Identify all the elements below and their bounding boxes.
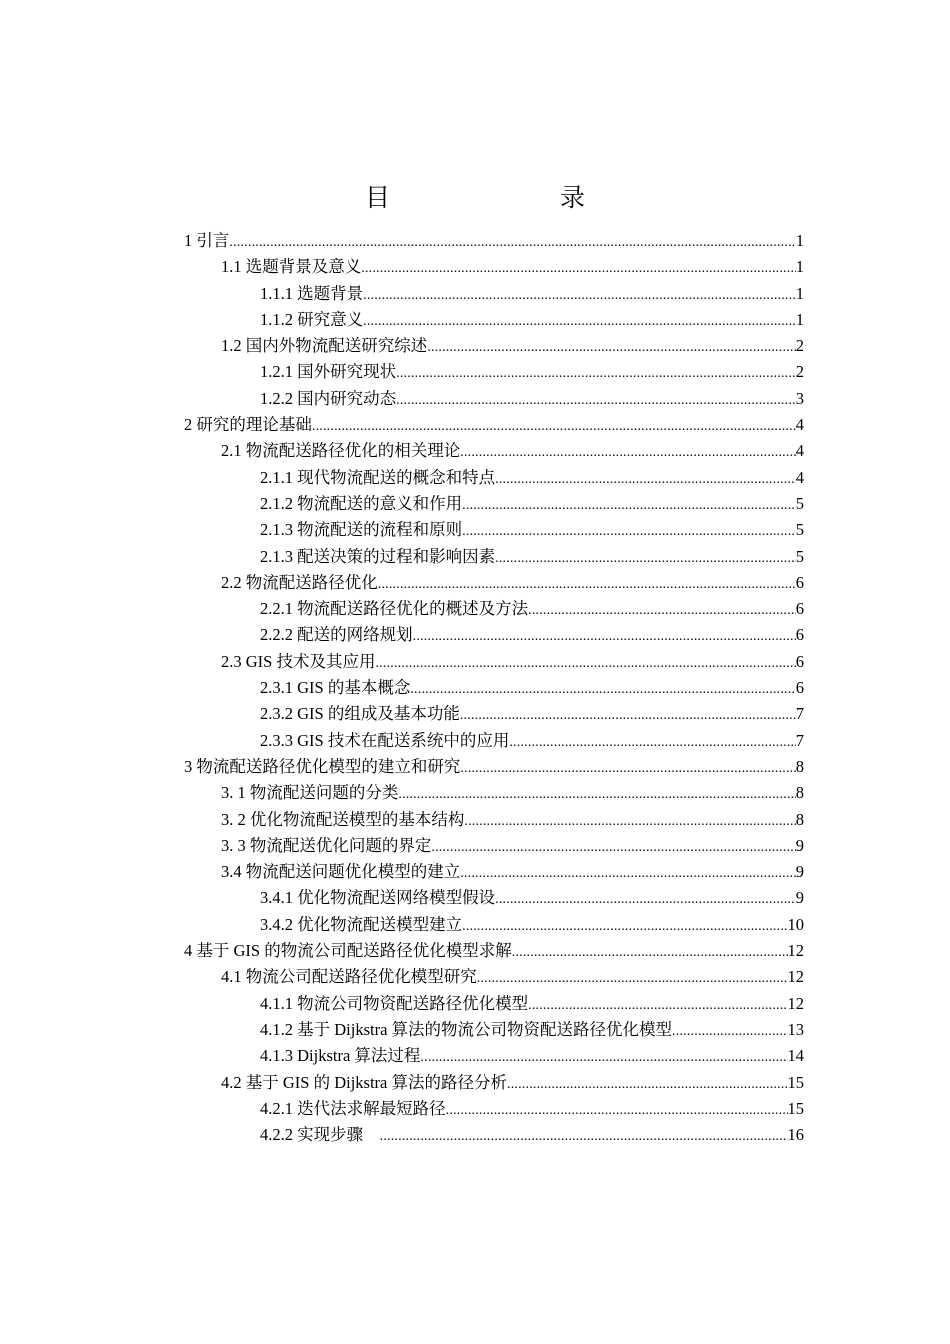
- toc-entry-label: 2.1.3 物流配送的流程和原则: [260, 520, 463, 540]
- toc-entry-label: 1.2.2 国内研究动态: [260, 388, 397, 408]
- toc-entry[interactable]: [184, 807, 804, 833]
- toc-entry[interactable]: [184, 728, 804, 754]
- toc-entry-label: 4.2.1 迭代法求解最短路径: [260, 1098, 446, 1118]
- toc-entry-page-number: 4: [795, 415, 804, 435]
- dot-leader: [431, 835, 795, 861]
- toc-entry-page-number: 14: [787, 1046, 804, 1066]
- toc-entry[interactable]: [184, 675, 804, 701]
- toc-entry-page-number: 1: [795, 257, 804, 277]
- toc-entry[interactable]: [184, 281, 804, 307]
- dot-leader: [462, 519, 796, 545]
- toc-entry-label: 2.3.1 GIS 的基本概念: [260, 678, 411, 698]
- toc-entry-page-number: 2: [795, 336, 804, 356]
- dot-leader: [427, 335, 796, 361]
- toc-entry-page-number: 8: [795, 756, 804, 776]
- toc-entry-page-number: 1: [795, 309, 804, 329]
- toc-entry-label: 3 物流配送路径优化模型的建立和研究: [184, 756, 461, 776]
- dot-leader: [460, 703, 796, 729]
- dot-leader: [528, 598, 796, 624]
- toc-entry[interactable]: [184, 1070, 804, 1096]
- toc-entry-page-number: 4: [795, 467, 804, 487]
- toc-entry[interactable]: [184, 1096, 804, 1122]
- toc-entry[interactable]: [184, 333, 804, 359]
- toc-entry-label: 4 基于 GIS 的物流公司配送路径优化模型求解: [184, 941, 512, 961]
- toc-entry-page-number: 7: [795, 704, 804, 724]
- dot-leader: [398, 782, 795, 808]
- toc-entry-label: 2.2 物流配送路径优化: [221, 572, 378, 592]
- toc-entry-page-number: 6: [795, 678, 804, 698]
- toc-entry[interactable]: [184, 780, 804, 806]
- dot-leader: [512, 940, 788, 966]
- toc-entry[interactable]: [184, 701, 804, 727]
- toc-entry[interactable]: [184, 649, 804, 675]
- toc-entry[interactable]: [184, 596, 804, 622]
- toc-entry-label: 4.1.1 物流公司物资配送路径优化模型: [260, 993, 529, 1013]
- toc-entry-label: 4.1.2 基于 Dijkstra 算法的物流公司物资配送路径优化模型: [260, 1019, 673, 1039]
- toc-entry-page-number: 12: [787, 993, 804, 1013]
- toc-entry-page-number: 9: [795, 835, 804, 855]
- toc-entry-label: 1 引言: [184, 231, 230, 250]
- toc-entry-page-number: 8: [795, 783, 804, 803]
- toc-entry-page-number: 4: [795, 441, 804, 461]
- toc-entry[interactable]: [184, 938, 804, 964]
- toc-entry[interactable]: [184, 622, 804, 648]
- dot-leader: [420, 1045, 787, 1071]
- dot-leader: [495, 467, 796, 493]
- toc-entry-page-number: 5: [795, 493, 804, 513]
- toc-entry[interactable]: [184, 1043, 804, 1069]
- toc-title: 目 录: [364, 185, 625, 212]
- toc-entry-label: 1.1 选题背景及意义: [221, 257, 362, 277]
- toc-entry-label: 1.1.1 选题背景: [260, 283, 364, 303]
- toc-entry-page-number: 12: [787, 941, 804, 961]
- toc-entry[interactable]: [184, 412, 804, 438]
- toc-entry-label: 2.3 GIS 技术及其应用: [221, 651, 376, 671]
- dot-leader: [464, 809, 795, 835]
- toc-entry[interactable]: [184, 912, 804, 938]
- toc-entry[interactable]: [184, 491, 804, 517]
- toc-entry-label: 4.2.2 实现步骤: [260, 1125, 380, 1145]
- toc-entry-label: 2.2.2 配送的网络规划: [260, 625, 413, 645]
- toc-entry-page-number: 5: [795, 520, 804, 540]
- toc-entry-page-number: 8: [795, 809, 804, 829]
- dot-leader: [312, 414, 796, 440]
- dot-leader: [361, 256, 796, 282]
- toc-entry-label: 3.4.1 优化物流配送网络模型假设: [260, 888, 496, 908]
- toc-entry-label: 1.2 国内外物流配送研究综述: [221, 336, 428, 356]
- toc-entry-page-number: 6: [795, 651, 804, 671]
- toc-entry[interactable]: [184, 964, 804, 990]
- dot-leader: [229, 230, 795, 256]
- toc-entry-label: 3.4.2 优化物流配送模型建立: [260, 914, 463, 934]
- toc-entry[interactable]: [184, 254, 804, 280]
- toc-entry[interactable]: [184, 228, 804, 254]
- dot-leader: [477, 966, 788, 992]
- toc-entry-label: 3. 2 优化物流配送模型的基本结构: [221, 809, 465, 829]
- toc-entry[interactable]: [184, 859, 804, 885]
- dot-leader: [410, 677, 795, 703]
- dot-leader: [509, 730, 795, 756]
- toc-entry[interactable]: [184, 754, 804, 780]
- toc-entry-page-number: 9: [795, 862, 804, 882]
- toc-entry-label: 1.2.1 国外研究现状: [260, 362, 397, 382]
- toc-entry[interactable]: [184, 386, 804, 412]
- toc-entry-label: 4.1 物流公司配送路径优化模型研究: [221, 967, 477, 987]
- toc-entry[interactable]: [184, 1017, 804, 1043]
- dot-leader: [495, 546, 796, 572]
- dot-leader: [378, 572, 796, 598]
- table-of-contents: [184, 228, 804, 1148]
- toc-entry[interactable]: [184, 359, 804, 385]
- toc-entry[interactable]: [184, 517, 804, 543]
- toc-entry-label: 2.1.2 物流配送的意义和作用: [260, 493, 463, 513]
- toc-entry-page-number: 3: [795, 388, 804, 408]
- toc-entry-label: 2.1.3 配送决策的过程和影响因素: [260, 546, 496, 566]
- dot-leader: [413, 624, 796, 650]
- toc-entry-page-number: 16: [787, 1125, 804, 1145]
- toc-entry-page-number: 6: [795, 625, 804, 645]
- toc-entry-label: 3. 1 物流配送问题的分类: [221, 783, 399, 803]
- dot-leader: [462, 914, 787, 940]
- dot-leader: [363, 283, 796, 309]
- dot-leader: [375, 651, 795, 677]
- dot-leader: [495, 887, 796, 913]
- dot-leader: [380, 1124, 788, 1150]
- toc-entry-label: 2.3.3 GIS 技术在配送系统中的应用: [260, 730, 510, 750]
- toc-entry-page-number: 1: [795, 283, 804, 303]
- toc-entry-page-number: 2: [795, 362, 804, 382]
- toc-entry-label: 2.1 物流配送路径优化的相关理论: [221, 441, 461, 461]
- toc-entry[interactable]: [184, 1122, 804, 1148]
- toc-entry[interactable]: [184, 885, 804, 911]
- toc-entry-label: 1.1.2 研究意义: [260, 309, 364, 329]
- toc-entry[interactable]: [184, 544, 804, 570]
- dot-leader: [446, 1098, 788, 1124]
- toc-entry-label: 4.2 基于 GIS 的 Dijkstra 算法的路径分析: [221, 1072, 507, 1092]
- toc-entry[interactable]: [184, 465, 804, 491]
- dot-leader: [460, 440, 796, 466]
- toc-entry-label: 3. 3 物流配送优化问题的界定: [221, 835, 432, 855]
- toc-entry-page-number: 15: [787, 1098, 804, 1118]
- toc-entry-page-number: 12: [787, 967, 804, 987]
- toc-entry[interactable]: [184, 833, 804, 859]
- toc-entry-page-number: 5: [795, 546, 804, 566]
- dot-leader: [672, 1019, 787, 1045]
- dot-leader: [363, 309, 796, 335]
- toc-entry-label: 4.1.3 Dijkstra 算法过程: [260, 1046, 421, 1066]
- toc-entry-label: 2 研究的理论基础: [184, 415, 312, 435]
- toc-entry[interactable]: [184, 438, 804, 464]
- toc-entry-page-number: 13: [787, 1019, 804, 1039]
- toc-entry-page-number: 6: [795, 599, 804, 619]
- toc-entry-label: 2.1.1 现代物流配送的概念和特点: [260, 467, 496, 487]
- toc-entry-label: 3.4 物流配送问题优化模型的建立: [221, 862, 461, 882]
- toc-entry-page-number: 15: [787, 1072, 804, 1092]
- toc-entry-page-number: 7: [795, 730, 804, 750]
- toc-entry-page-number: 6: [795, 572, 804, 592]
- toc-entry-page-number: 9: [795, 888, 804, 908]
- dot-leader: [396, 361, 796, 387]
- dot-leader: [507, 1072, 788, 1098]
- toc-entry-page-number: 1: [795, 231, 804, 250]
- dot-leader: [462, 493, 796, 519]
- toc-entry-label: 2.3.2 GIS 的组成及基本功能: [260, 704, 460, 724]
- dot-leader: [460, 756, 795, 782]
- dot-leader: [396, 388, 796, 414]
- toc-entry-label: 2.2.1 物流配送路径优化的概述及方法: [260, 599, 529, 619]
- dot-leader: [460, 861, 796, 887]
- toc-entry[interactable]: [184, 570, 804, 596]
- toc-entry[interactable]: [184, 307, 804, 333]
- toc-entry-page-number: 10: [787, 914, 804, 934]
- toc-entry[interactable]: [184, 991, 804, 1017]
- dot-leader: [528, 993, 787, 1019]
